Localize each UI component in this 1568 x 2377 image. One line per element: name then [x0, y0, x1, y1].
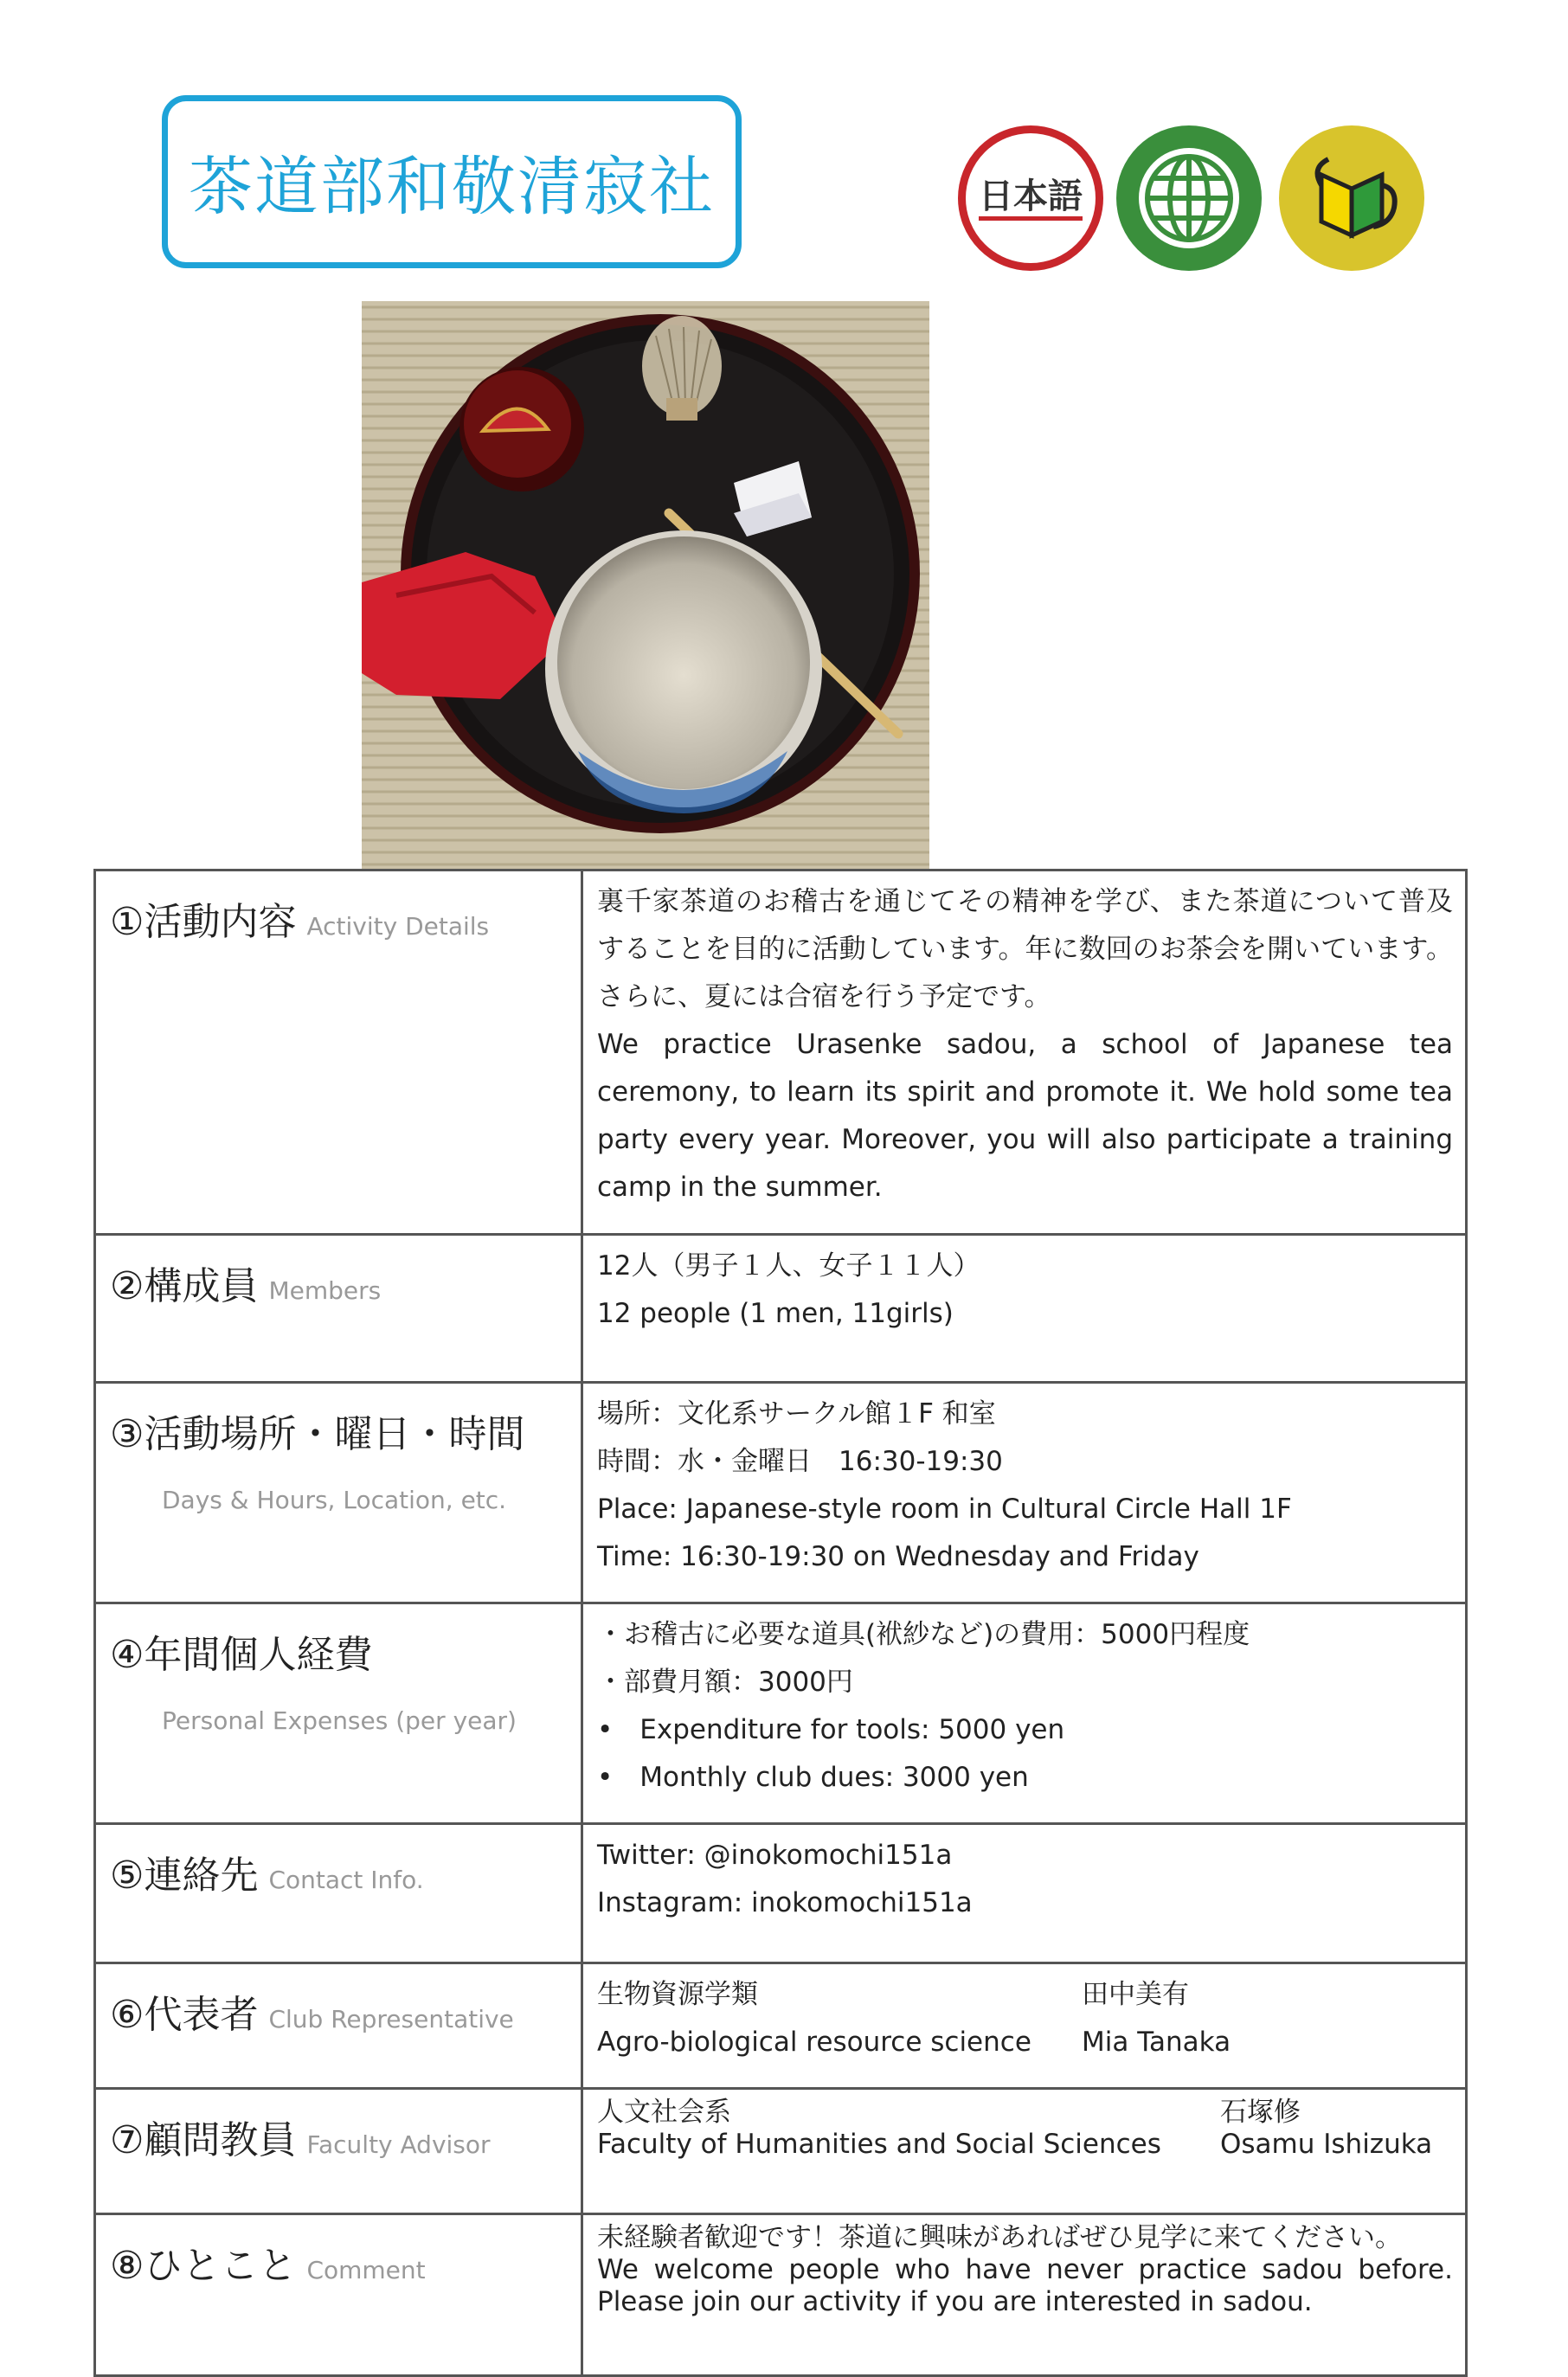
beginner-mark-icon[interactable]	[1279, 125, 1424, 271]
row-label: ⑥代表者 Club Representative	[95, 1963, 582, 2089]
table-row	[95, 1963, 1467, 2089]
table-row	[95, 870, 1467, 1235]
activity-jp: 裏千家茶道のお稽古を通じてその精神を学び、また茶道について普及することを目的に活動しています。年に数回のお茶会を開いています。さらに、夏には合宿を行う予定です。	[597, 886, 1453, 1012]
row-content	[582, 1383, 1467, 1603]
row-label: ⑤連絡先 Contact Info.	[95, 1824, 582, 1963]
rep-name-jp: 田中美有	[1082, 1979, 1189, 2010]
japanese-language-label: 日本語	[979, 177, 1083, 221]
row-content	[582, 1603, 1467, 1824]
advisor-dept-jp: 人文社会系	[597, 2097, 731, 2128]
japanese-language-icon[interactable]	[958, 125, 1103, 271]
globe-icon[interactable]	[1116, 125, 1262, 271]
row-label: ③活動場所・曜日・時間 Days & Hours, Location, etc.	[95, 1383, 582, 1603]
table-row	[95, 2214, 1467, 2376]
row-label: ⑦顧問教員 Faculty Advisor	[95, 2089, 582, 2214]
table-row	[95, 1235, 1467, 1383]
table-row	[95, 1383, 1467, 1603]
row-label: ②構成員 Members	[95, 1235, 582, 1383]
row-content	[582, 2089, 1467, 2214]
club-title-box	[162, 95, 742, 268]
time-en: Time: 16:30-19:30 on Wednesday and Friday	[597, 1541, 1199, 1572]
row-content	[582, 1235, 1467, 1383]
advisor-name-en: Osamu Ishizuka	[1220, 2129, 1433, 2160]
row-label: ①活動内容 Activity Details	[95, 870, 582, 1235]
row-label: ⑧ひとこと Comment	[95, 2214, 582, 2376]
club-title: 茶道部和敬清寂社	[189, 150, 715, 224]
place-jp: 場所：文化系サークル館１F 和室	[597, 1398, 996, 1429]
expense-dues-en: • Monthly club dues: 3000 yen	[597, 1762, 1029, 1793]
rep-dept-en: Agro-biological resource science	[597, 2027, 1031, 2058]
expense-tools-en: • Expenditure for tools: 5000 yen	[597, 1714, 1065, 1745]
expense-dues-jp: ・部費月額：3000円	[597, 1667, 853, 1698]
place-en: Place: Japanese-style room in Cultural Circle Hall 1F	[597, 1494, 1292, 1525]
advisor-dept-en: Faculty of Humanities and Social Sciences	[597, 2129, 1161, 2160]
row-content	[582, 1824, 1467, 1963]
activity-en: We practice Urasenke sadou, a school of Japanese tea ceremony, to learn its spirit and promote it. We hold some tea party every year. Moreover, you will also participate a training camp in the summer.	[597, 1029, 1453, 1203]
instagram-handle[interactable]: Instagram: inokomochi151a	[597, 1887, 973, 1918]
time-jp: 時間：水・金曜日 16:30-19:30	[597, 1446, 1003, 1477]
comment-en: We welcome people who have never practice sadou before. Please join our activity if you are interested in sadou.	[597, 2254, 1453, 2317]
rep-name-en: Mia Tanaka	[1082, 2027, 1231, 2058]
table-row	[95, 1824, 1467, 1963]
table-row	[95, 1603, 1467, 1824]
twitter-handle[interactable]: Twitter: @inokomochi151a	[597, 1840, 953, 1871]
expense-tools-jp: ・お稽古に必要な道具(袱紗など)の費用：5000円程度	[597, 1619, 1250, 1650]
row-label: ④年間個人経費 Personal Expenses (per year)	[95, 1603, 582, 1824]
row-content	[582, 1963, 1467, 2089]
row-content	[582, 870, 1467, 1235]
members-jp: 12人（男子１人、女子１１人）	[597, 1250, 980, 1282]
members-en: 12 people (1 men, 11girls)	[597, 1298, 954, 1329]
rep-dept-jp: 生物資源学類	[597, 1979, 758, 2010]
row-content	[582, 2214, 1467, 2376]
club-info-table	[93, 869, 1468, 2377]
comment-jp: 未経験者歓迎です！茶道に興味があればぜひ見学に来てください。	[597, 2222, 1402, 2253]
advisor-name-jp: 石塚修	[1220, 2097, 1301, 2128]
tea-ceremony-photo	[362, 301, 929, 869]
table-row	[95, 2089, 1467, 2214]
